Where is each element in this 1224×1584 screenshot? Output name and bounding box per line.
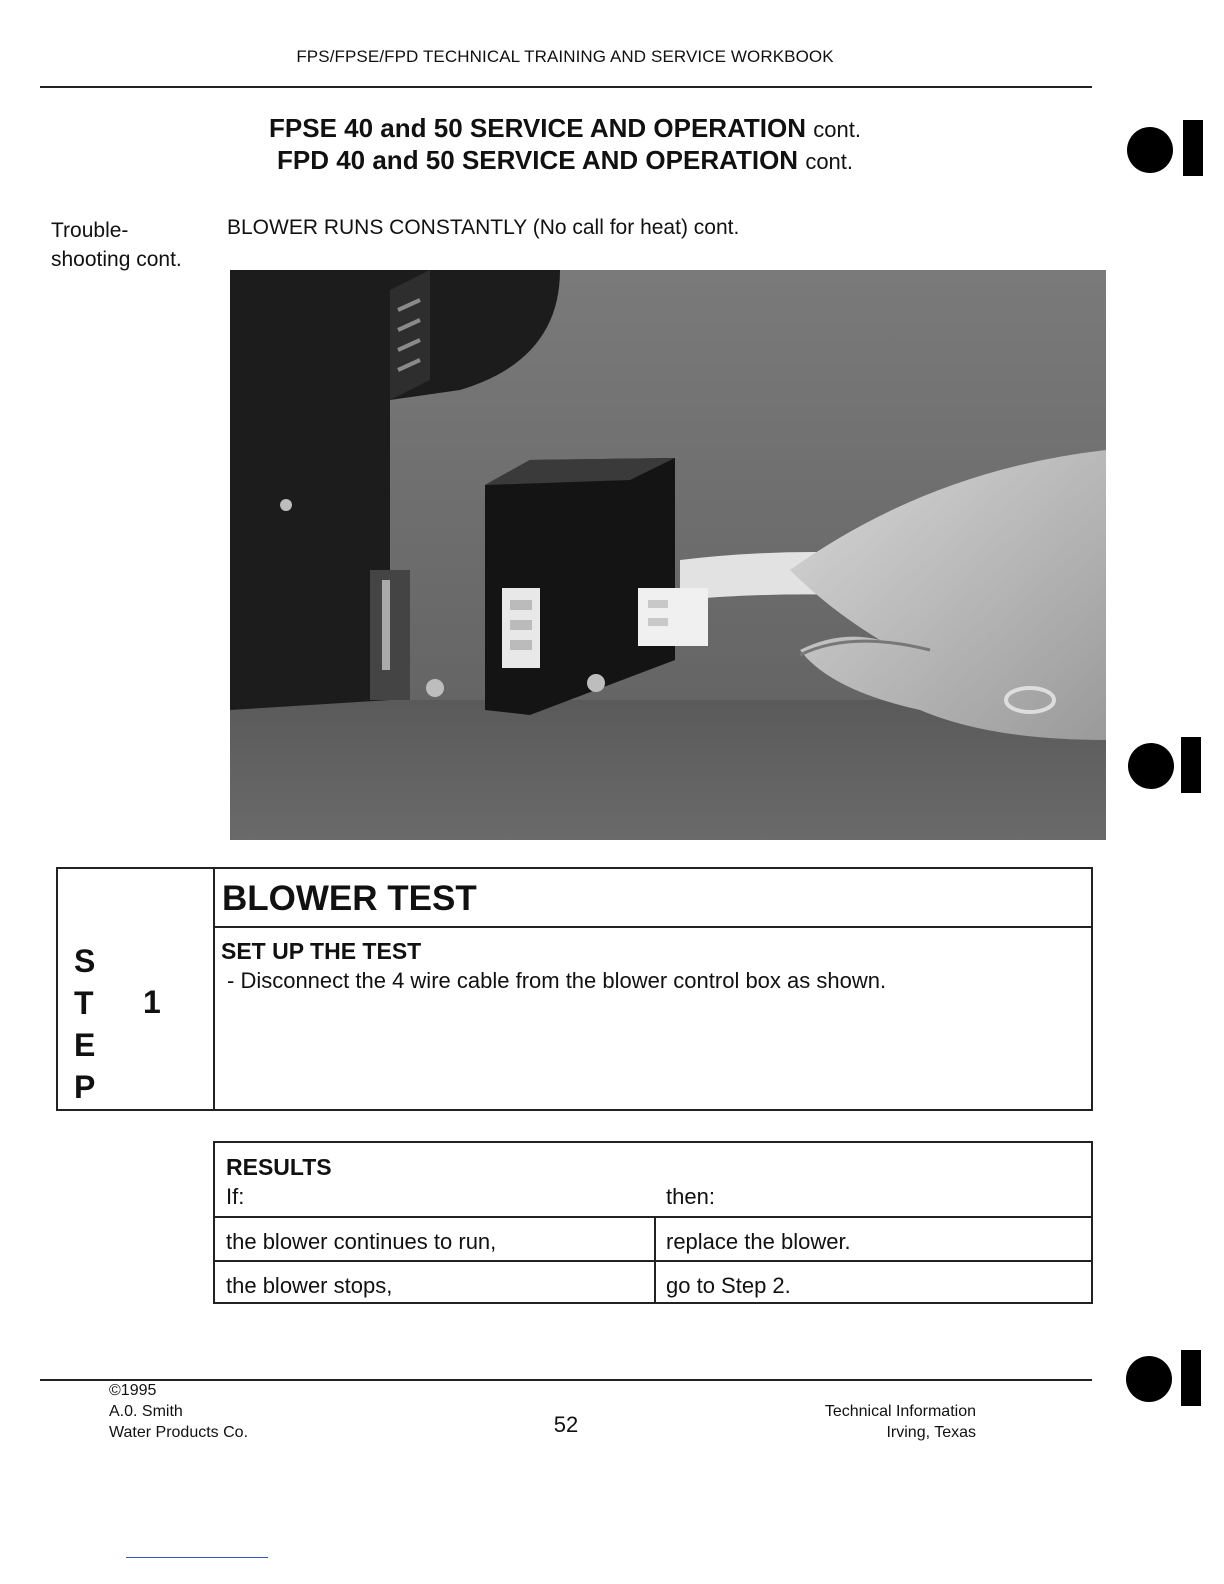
side-label [51, 216, 182, 274]
table-rule [213, 1216, 1093, 1218]
punch-hole-icon [1181, 1350, 1201, 1406]
section-heading: BLOWER RUNS CONSTANTLY (No call for heat) cont. [227, 216, 740, 239]
punch-hole-icon [1127, 127, 1173, 173]
footer-right [770, 1401, 976, 1443]
step-letter: P [74, 1069, 96, 1105]
running-header: FPS/FPSE/FPD TECHNICAL TRAINING AND SERVICE WORKBOOK [296, 47, 834, 66]
punch-hole-icon [1126, 1356, 1172, 1402]
punch-hole-icon [1181, 737, 1201, 793]
table-cell-then: replace the blower. [666, 1229, 851, 1254]
footer-left [109, 1380, 248, 1443]
results-if-label: If: [226, 1184, 245, 1209]
header-rule [40, 86, 1092, 88]
page-number: 52 [553, 1412, 579, 1437]
scan-artifact-line [126, 1557, 268, 1558]
table-cell-if: the blower continues to run, [226, 1229, 497, 1254]
step-letter: E [74, 1027, 96, 1063]
results-then-label: then: [666, 1184, 715, 1209]
test-title: BLOWER TEST [222, 879, 477, 918]
side-label-line-1: Trouble- [51, 219, 129, 242]
side-label-line-2: shooting cont. [51, 248, 182, 271]
table-cell-then: go to Step 2. [666, 1273, 791, 1298]
blower-control-photo [230, 270, 1106, 840]
title-2-main: FPD 40 and 50 SERVICE AND OPERATION [276, 145, 799, 175]
punch-hole-icon [1128, 743, 1174, 789]
step-number: 1 [143, 984, 161, 1020]
page-title-2 [180, 144, 950, 178]
table-column-rule [654, 1216, 656, 1304]
step-letter: T [74, 985, 94, 1021]
step-header-rule [213, 926, 1093, 928]
page-title-1 [180, 112, 950, 146]
title-1-suffix: cont. [813, 117, 861, 142]
step-label [74, 940, 95, 1108]
setup-title: SET UP THE TEST [221, 938, 422, 964]
footer-right-line-1: Technical Information [824, 1403, 976, 1420]
footer-company-line-1: A.0. Smith [109, 1403, 183, 1420]
table-rule [213, 1260, 1093, 1262]
title-1-main: FPSE 40 and 50 SERVICE AND OPERATION [269, 113, 807, 143]
footer-right-line-2: Irving, Texas [886, 1424, 976, 1441]
punch-hole-icon [1183, 120, 1203, 176]
step-divider [213, 867, 215, 1111]
step-letter: S [74, 943, 96, 979]
setup-instruction: - Disconnect the 4 wire cable from the blower control box as shown. [227, 968, 887, 993]
results-heading: RESULTS [226, 1154, 332, 1180]
footer-company-line-2: Water Products Co. [109, 1424, 249, 1441]
footer-copyright: ©1995 [109, 1382, 157, 1399]
table-cell-if: the blower stops, [226, 1273, 393, 1298]
title-2-suffix: cont. [805, 149, 854, 174]
